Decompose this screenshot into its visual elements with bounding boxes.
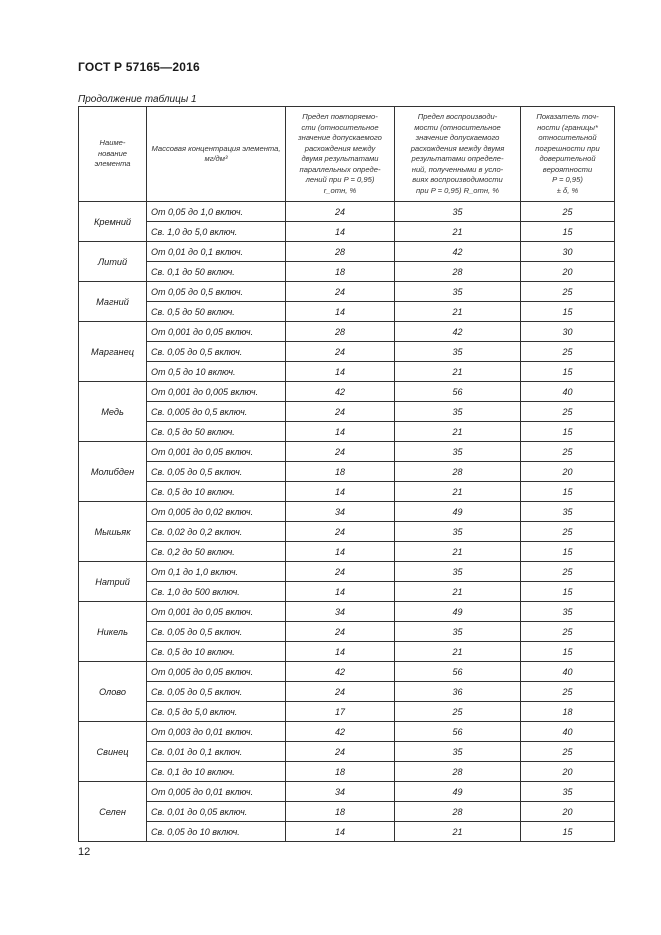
reproducibility-cell: 49 [395, 782, 521, 802]
reproducibility-cell: 28 [395, 262, 521, 282]
concentration-range-cell: От 0,001 до 0,05 включ. [147, 322, 286, 342]
repeatability-cell: 42 [286, 662, 395, 682]
concentration-range-cell: Св. 0,005 до 0,5 включ. [147, 402, 286, 422]
repeatability-cell: 24 [286, 282, 395, 302]
accuracy-cell: 35 [521, 502, 615, 522]
header-reproducibility [395, 107, 521, 202]
accuracy-cell: 15 [521, 362, 615, 382]
accuracy-cell: 15 [521, 222, 615, 242]
concentration-range-cell: От 0,001 до 0,05 включ. [147, 442, 286, 462]
reproducibility-cell: 56 [395, 722, 521, 742]
header-concentration [147, 107, 286, 202]
concentration-range-cell: Св. 0,5 до 5,0 включ. [147, 702, 286, 722]
accuracy-cell: 15 [521, 422, 615, 442]
reproducibility-cell: 35 [395, 442, 521, 462]
repeatability-cell: 18 [286, 262, 395, 282]
element-name-cell: Кремний [79, 202, 147, 242]
concentration-range-cell: Св. 0,1 до 50 включ. [147, 262, 286, 282]
reproducibility-cell: 42 [395, 242, 521, 262]
repeatability-cell: 28 [286, 322, 395, 342]
accuracy-cell: 20 [521, 462, 615, 482]
repeatability-cell: 14 [286, 222, 395, 242]
table-row [79, 322, 615, 342]
accuracy-cell: 35 [521, 602, 615, 622]
reproducibility-cell: 35 [395, 402, 521, 422]
element-name-cell: Мышьяк [79, 502, 147, 562]
table-row [79, 542, 615, 562]
repeatability-cell: 14 [286, 302, 395, 322]
accuracy-cell: 30 [521, 322, 615, 342]
table-row [79, 462, 615, 482]
reproducibility-cell: 28 [395, 802, 521, 822]
table-row [79, 282, 615, 302]
concentration-range-cell: От 0,005 до 0,02 включ. [147, 502, 286, 522]
table-row [79, 562, 615, 582]
accuracy-cell: 40 [521, 382, 615, 402]
table-row [79, 422, 615, 442]
concentration-range-cell: Св. 0,05 до 0,5 включ. [147, 342, 286, 362]
concentration-range-cell: От 0,01 до 0,1 включ. [147, 242, 286, 262]
reproducibility-cell: 42 [395, 322, 521, 342]
concentration-range-cell: Св. 0,05 до 0,5 включ. [147, 622, 286, 642]
repeatability-cell: 24 [286, 622, 395, 642]
accuracy-cell: 20 [521, 762, 615, 782]
table-row [79, 782, 615, 802]
element-name-cell: Молибден [79, 442, 147, 502]
repeatability-cell: 34 [286, 782, 395, 802]
concentration-range-cell: От 0,001 до 0,05 включ. [147, 602, 286, 622]
element-name-cell: Свинец [79, 722, 147, 782]
accuracy-cell: 40 [521, 722, 615, 742]
concentration-range-cell: Св. 0,5 до 10 включ. [147, 482, 286, 502]
accuracy-cell: 25 [521, 562, 615, 582]
accuracy-cell: 18 [521, 702, 615, 722]
accuracy-cell: 25 [521, 202, 615, 222]
concentration-range-cell: Св. 0,5 до 50 включ. [147, 422, 286, 442]
table-row [79, 262, 615, 282]
concentration-range-cell: От 0,1 до 1,0 включ. [147, 562, 286, 582]
repeatability-cell: 34 [286, 502, 395, 522]
header-reproducibility-text: Предел воспроизводи- мости (относительное значение допускаемого расхождения между двумя результатами определе- ний, полученными в усло- виях воспроизводимости при P = 0,95) R_отн, % [410, 112, 505, 195]
repeatability-cell: 24 [286, 402, 395, 422]
reproducibility-cell: 21 [395, 582, 521, 602]
repeatability-cell: 24 [286, 742, 395, 762]
table-row [79, 582, 615, 602]
header-accuracy-text: Показатель точ- ности (границы* относительной погрешности при доверительной вероятности P = 0,95) ± δ, % [535, 112, 600, 195]
accuracy-cell: 35 [521, 782, 615, 802]
table-row [79, 222, 615, 242]
reproducibility-cell: 49 [395, 602, 521, 622]
repeatability-cell: 42 [286, 382, 395, 402]
page-number: 12 [78, 846, 91, 858]
table-row [79, 502, 615, 522]
reproducibility-cell: 21 [395, 542, 521, 562]
repeatability-cell: 24 [286, 682, 395, 702]
reproducibility-cell: 21 [395, 362, 521, 382]
accuracy-cell: 15 [521, 642, 615, 662]
repeatability-cell: 24 [286, 342, 395, 362]
reproducibility-cell: 35 [395, 742, 521, 762]
repeatability-cell: 28 [286, 242, 395, 262]
accuracy-cell: 25 [521, 682, 615, 702]
table-header-row [79, 107, 615, 202]
element-name-cell: Марганец [79, 322, 147, 382]
element-name-cell: Никель [79, 602, 147, 662]
accuracy-cell: 15 [521, 542, 615, 562]
accuracy-cell: 15 [521, 482, 615, 502]
accuracy-cell: 25 [521, 442, 615, 462]
table-row [79, 202, 615, 222]
reproducibility-cell: 21 [395, 482, 521, 502]
element-name-cell: Магний [79, 282, 147, 322]
reproducibility-cell: 28 [395, 762, 521, 782]
concentration-range-cell: Св. 0,02 до 0,2 включ. [147, 522, 286, 542]
accuracy-cell: 25 [521, 742, 615, 762]
concentration-range-cell: От 0,003 до 0,01 включ. [147, 722, 286, 742]
table-row [79, 822, 615, 842]
concentration-range-cell: Св. 1,0 до 5,0 включ. [147, 222, 286, 242]
header-repeatability-text: Предел повторяемо- сти (относительное значение допускаемого расхождения между двумя результатами параллельных опреде- лений при P = 0,95) r_отн, % [298, 112, 382, 195]
element-name-cell: Олово [79, 662, 147, 722]
table-row [79, 382, 615, 402]
table-row [79, 522, 615, 542]
repeatability-cell: 14 [286, 362, 395, 382]
reproducibility-cell: 35 [395, 522, 521, 542]
table-row [79, 622, 615, 642]
table-body [79, 202, 615, 842]
precision-table [78, 106, 615, 842]
repeatability-cell: 18 [286, 462, 395, 482]
repeatability-cell: 42 [286, 722, 395, 742]
repeatability-cell: 14 [286, 822, 395, 842]
accuracy-cell: 30 [521, 242, 615, 262]
repeatability-cell: 24 [286, 562, 395, 582]
repeatability-cell: 18 [286, 802, 395, 822]
concentration-range-cell: Св. 0,5 до 50 включ. [147, 302, 286, 322]
table-row [79, 402, 615, 422]
reproducibility-cell: 35 [395, 282, 521, 302]
accuracy-cell: 25 [521, 622, 615, 642]
concentration-range-cell: Св. 0,01 до 0,05 включ. [147, 802, 286, 822]
repeatability-cell: 24 [286, 442, 395, 462]
repeatability-cell: 14 [286, 582, 395, 602]
element-name-cell: Селен [79, 782, 147, 842]
concentration-range-cell: От 0,005 до 0,01 включ. [147, 782, 286, 802]
concentration-range-cell: От 0,05 до 1,0 включ. [147, 202, 286, 222]
concentration-range-cell: От 0,05 до 0,5 включ. [147, 282, 286, 302]
table-row [79, 762, 615, 782]
accuracy-cell: 15 [521, 582, 615, 602]
reproducibility-cell: 28 [395, 462, 521, 482]
concentration-range-cell: От 0,5 до 10 включ. [147, 362, 286, 382]
concentration-range-cell: Св. 0,2 до 50 включ. [147, 542, 286, 562]
concentration-range-cell: Св. 0,05 до 0,5 включ. [147, 682, 286, 702]
table-caption: Продолжение таблицы 1 [78, 94, 197, 105]
repeatability-cell: 24 [286, 202, 395, 222]
table-row [79, 602, 615, 622]
reproducibility-cell: 35 [395, 622, 521, 642]
reproducibility-cell: 36 [395, 682, 521, 702]
table-row [79, 642, 615, 662]
accuracy-cell: 40 [521, 662, 615, 682]
table-row [79, 362, 615, 382]
table-row [79, 742, 615, 762]
reproducibility-cell: 21 [395, 222, 521, 242]
header-element-text: Наиме- нование элемента [94, 138, 131, 169]
concentration-range-cell: От 0,001 до 0,005 включ. [147, 382, 286, 402]
table-row [79, 342, 615, 362]
accuracy-cell: 20 [521, 262, 615, 282]
concentration-range-cell: Св. 0,05 до 0,5 включ. [147, 462, 286, 482]
reproducibility-cell: 56 [395, 662, 521, 682]
concentration-range-cell: Св. 0,01 до 0,1 включ. [147, 742, 286, 762]
concentration-range-cell: Св. 0,1 до 10 включ. [147, 762, 286, 782]
table-row [79, 682, 615, 702]
header-concentration-text: Массовая концентрация элемента, мг/дм³ [151, 143, 281, 163]
reproducibility-cell: 35 [395, 202, 521, 222]
element-name-cell: Натрий [79, 562, 147, 602]
repeatability-cell: 18 [286, 762, 395, 782]
reproducibility-cell: 25 [395, 702, 521, 722]
table-row [79, 702, 615, 722]
reproducibility-cell: 35 [395, 562, 521, 582]
reproducibility-cell: 35 [395, 342, 521, 362]
accuracy-cell: 20 [521, 802, 615, 822]
reproducibility-cell: 21 [395, 642, 521, 662]
table-row [79, 442, 615, 462]
element-name-cell: Медь [79, 382, 147, 442]
concentration-range-cell: Св. 0,05 до 10 включ. [147, 822, 286, 842]
header-repeatability [286, 107, 395, 202]
table-row [79, 662, 615, 682]
reproducibility-cell: 21 [395, 822, 521, 842]
concentration-range-cell: От 0,005 до 0,05 включ. [147, 662, 286, 682]
accuracy-cell: 25 [521, 402, 615, 422]
table-row [79, 302, 615, 322]
accuracy-cell: 15 [521, 822, 615, 842]
reproducibility-cell: 21 [395, 422, 521, 442]
accuracy-cell: 25 [521, 342, 615, 362]
header-accuracy [521, 107, 615, 202]
repeatability-cell: 14 [286, 482, 395, 502]
element-name-cell: Литий [79, 242, 147, 282]
concentration-range-cell: Св. 0,5 до 10 включ. [147, 642, 286, 662]
reproducibility-cell: 56 [395, 382, 521, 402]
table-row [79, 482, 615, 502]
document-title: ГОСТ Р 57165—2016 [78, 60, 200, 74]
repeatability-cell: 17 [286, 702, 395, 722]
concentration-range-cell: Св. 1,0 до 500 включ. [147, 582, 286, 602]
accuracy-cell: 15 [521, 302, 615, 322]
table-row [79, 722, 615, 742]
repeatability-cell: 14 [286, 422, 395, 442]
repeatability-cell: 14 [286, 642, 395, 662]
reproducibility-cell: 49 [395, 502, 521, 522]
header-element [79, 107, 147, 202]
accuracy-cell: 25 [521, 282, 615, 302]
accuracy-cell: 25 [521, 522, 615, 542]
repeatability-cell: 24 [286, 522, 395, 542]
table-row [79, 802, 615, 822]
repeatability-cell: 34 [286, 602, 395, 622]
repeatability-cell: 14 [286, 542, 395, 562]
reproducibility-cell: 21 [395, 302, 521, 322]
table-row [79, 242, 615, 262]
